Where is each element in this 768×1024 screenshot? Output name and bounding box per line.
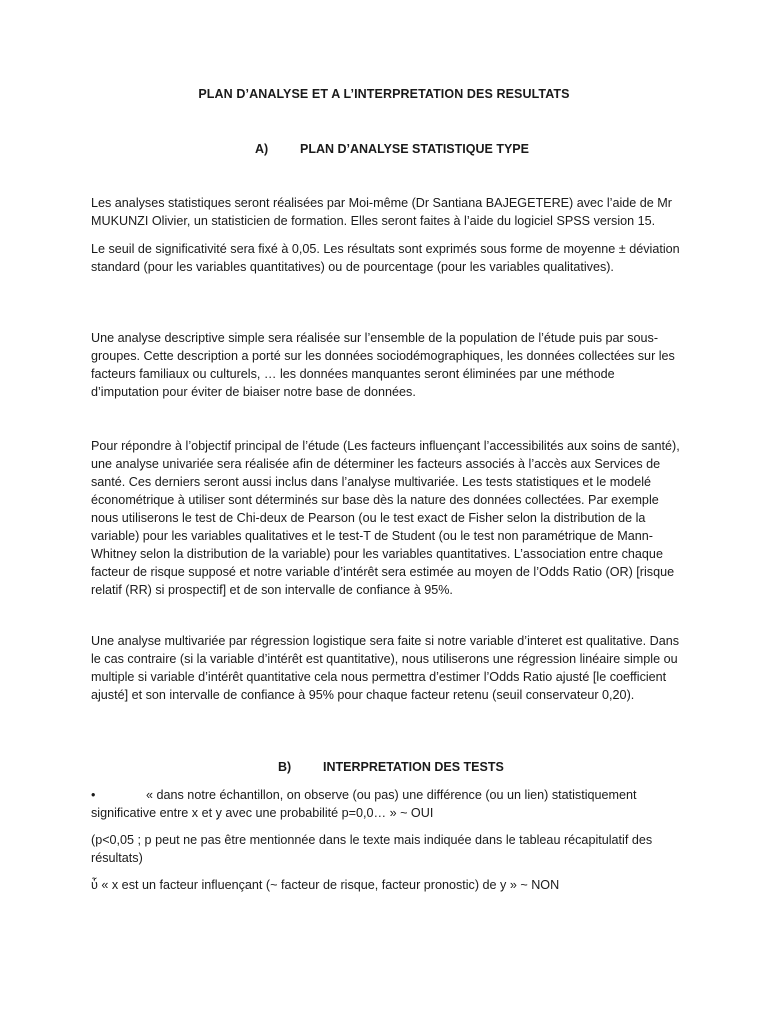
section-b-letter: B) bbox=[278, 760, 292, 774]
bullet-text-line-1: « dans notre échantillon, on observe (ou pas) une différence (ou un lien) statistiquement bbox=[146, 788, 637, 802]
paragraph-descriptive-analysis: Une analyse descriptive simple sera réalisée sur l’ensemble de la population de l’étude puis par sous-groupes. Cette description a porté sur les données sociodémographiques, les données collectées sur les facteurs familiaux ou culturels, … les données manquantes seront éliminées par une méthode d’imputation pour éviter de biaiser notre base de données. bbox=[91, 331, 675, 399]
bullet-mark: • bbox=[91, 788, 96, 802]
paragraph-p-value-note: (p<0,05 ; p peut ne pas être mentionnée dans le texte mais indiquée dans le tableau récapitulatif des résultats) bbox=[91, 833, 653, 865]
bullet-2-text: ὗ « x est un facteur influençant (~ facteur de risque, facteur pronostic) de y » ~ NON bbox=[91, 878, 560, 892]
bullet-text-line-2: significative entre x et y avec une probabilité p=0,0… » ~ OUI bbox=[91, 806, 434, 820]
paragraph-authors: Les analyses statistiques seront réalisées par Moi-même (Dr Santiana BAJEGETERE) avec l’aide de Mr MUKUNZI Olivier, un statisticien de formation. Elles seront faites à l’aide du logiciel SPSS version 15. bbox=[91, 196, 672, 228]
section-a-title: PLAN D’ANALYSE STATISTIQUE TYPE bbox=[300, 142, 529, 156]
paragraph-univariate-analysis: Pour répondre à l’objectif principal de l’étude (Les facteurs influençant l’accessibilités aux soins de santé), une analyse univariée sera réalisée afin de déterminer les facteurs associés à l’accès aux Services de santé. Ces derniers seront aussi inclus dans l’analyse multivariée. Les tests statistiques et le modelé économétrique à utiliser sont déterminés sur base dès la nature des données collectées. Par exemple nous utiliserons le test de Chi-deux de Pearson (ou le test exact de Fisher selon la distribution de la variable) pour les variables qualitatives et le test-T de Student (ou le test non paramétrique de Mann-Whitney selon la distribution de la variable) pour les variables quantitatives. L’association entre chaque facteur de risque supposé et notre variable d’intérêt sera estimée au moyen de l’Odds Ratio (OR) [risque relatif (RR) si prospectif] et de son intervalle de confiance à 95%. bbox=[91, 439, 680, 597]
section-a-letter: A) bbox=[255, 142, 269, 156]
paragraph-multivariate-analysis: Une analyse multivariée par régression logistique sera faite si notre variable d’interet est qualitative. Dans le cas contraire (si la variable d’intérêt est quantitative), nous utiliserons une régression linéaire simple ou multiple si variable d’intérêt quantitative cela nous permettra d’estimer l’Odds Ratio ajusté [le coefficient ajusté] et son intervalle de confiance à 95% pour chaque facteur retenu (seuil conservateur 0,20). bbox=[91, 634, 680, 702]
paragraph-threshold: Le seuil de significativité sera fixé à 0,05. Les résultats sont exprimés sous forme de moyenne ± déviation standard (pour les variables quantitatives) ou de pourcentage (pour les variables qualitatives). bbox=[91, 242, 680, 274]
section-b-title: INTERPRETATION DES TESTS bbox=[323, 760, 504, 774]
document-title: PLAN D’ANALYSE ET A L’INTERPRETATION DES RESULTATS bbox=[198, 87, 570, 101]
